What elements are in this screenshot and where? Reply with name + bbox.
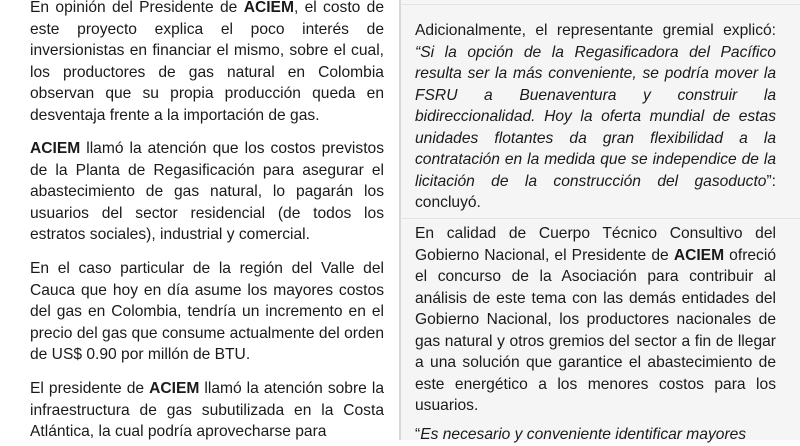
- text-span: ofreció el concurso de la Asociación para contribuir al análisis de este tema con las demás entidades del Gobierno Nacional, los productores nacionales de gas natural y otros gremios del sector a fin de llegar a una solución que garantice el abastecimiento de este energético a los menores costos para los usuarios.: [415, 246, 776, 414]
- quote-italic: “Si la opción de la Regasificadora del Pacífico resulta ser la más conveniente, se podría mover la FSRU a Buenaventura y construir la bidireccionalidad. Hoy la oferta mundial de estas unidades flotantes da gran flexibilidad a la contratación en la medida que se independice de la licitación de la construcción del gasoducto: [415, 43, 776, 190]
- quote-italic: Es necesario y conveniente identificar mayores: [420, 426, 747, 443]
- left-paragraph-3: En el caso particular de la región del Valle del Cauca que hoy en día asume los mayores costos del gas en Colombia, tendría un incremento en el precio del gas que consume actualmente del orden de US$ 0.90 por millón de BTU.: [30, 260, 384, 363]
- text-span: , el costo de este proyecto explica el poco interés de inversionistas en financiar el mismo, sobre el cual, los productores de gas natural en Colombia observan que su propia producción queda en desventaja frente a la importación de gas.: [30, 0, 384, 124]
- text-span: En opinión del Presidente de: [30, 0, 244, 16]
- text-span: llamó la atención que los costos previstos de la Planta de Regasificación para asegurar el abastecimiento de gas natural, lo pagarán los usuarios del sector residencial (de todos los estratos sociales), industrial y comercial.: [30, 140, 384, 243]
- column-divider: [399, 0, 401, 440]
- text-span: El presidente de: [30, 380, 150, 397]
- left-paragraph-2: [30, 138, 384, 246]
- right-top-rule: [400, 4, 800, 5]
- right-mid-rule: [400, 218, 800, 219]
- right-paragraph-2: [415, 223, 776, 417]
- text-span: En calidad de Cuerpo Técnico Consultivo del Gobierno Nacional, el Presidente de: [415, 225, 776, 264]
- right-paragraph-3: [415, 424, 776, 446]
- text-span: “: [415, 426, 421, 443]
- aciem-bold: ACIEM: [30, 140, 81, 157]
- text-span: Adicionalmente, el representante gremial explicó:: [415, 22, 776, 39]
- text-span: llamó la atención sobre la infraestructura de gas subutilizada en la Costa Atlántica, la cual podría aprovecharse para: [30, 380, 384, 440]
- left-paragraph-1: [30, 0, 384, 126]
- text-span: ”: concluyó.: [415, 172, 776, 211]
- right-paragraph-1: [415, 20, 776, 214]
- left-paragraph-4: [30, 378, 384, 443]
- aciem-bold: ACIEM: [243, 0, 294, 16]
- aciem-bold: ACIEM: [673, 246, 725, 264]
- aciem-bold: ACIEM: [149, 380, 200, 397]
